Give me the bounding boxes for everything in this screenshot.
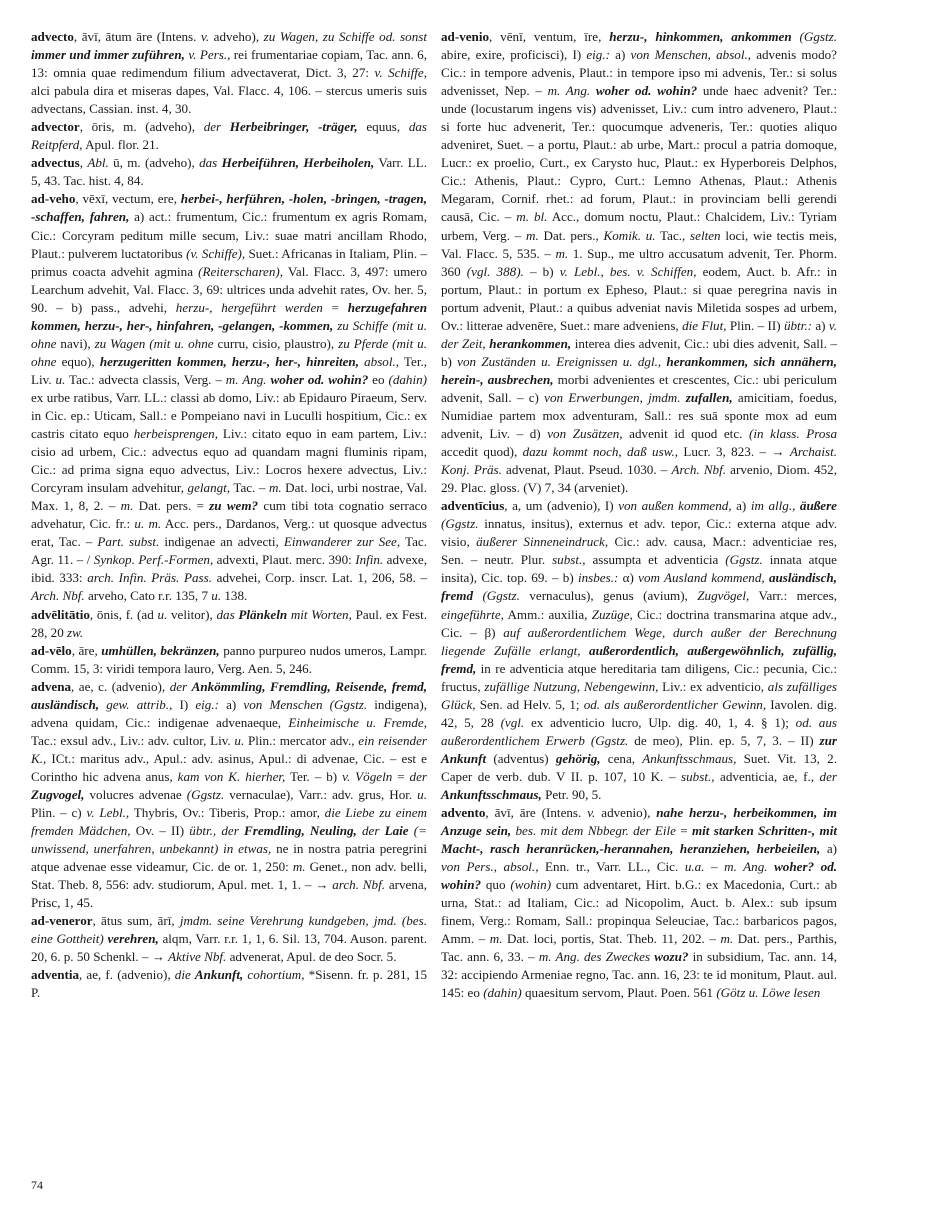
entry-text: Lucr. 3, 823. – → <box>678 444 790 460</box>
entry-headword: ad-veho <box>31 191 76 207</box>
entry-text: eig.: <box>195 696 219 712</box>
entry-text: gew. attrib., <box>106 696 173 712</box>
entry-text: u. <box>157 606 168 622</box>
entry-text: Cic.: adv. causa, Macr.: adventiciae res, Sen. – neutr. Plur. <box>441 534 837 568</box>
entry-text: cum tibi tota cognatio serraco advehatur, Cic. fr.: <box>31 498 428 532</box>
entry-text: übtr.: <box>783 317 812 333</box>
dictionary-entry <box>31 912 427 966</box>
entry-text: a) <box>820 841 838 857</box>
entry-text: = <box>392 768 410 784</box>
entry-text: – b) <box>523 263 560 279</box>
entry-text: Amm.: auxilia, <box>503 606 592 622</box>
entry-text: v. <box>200 29 210 44</box>
entry-text: (Götz u. Löwe lesen <box>716 985 821 1001</box>
entry-text: ne in nostra patria peregrini atque advenae esse videamur, Cic. de or. 1, 250: <box>31 841 427 875</box>
entry-text: cum adventaret, Hirt. b.G.: ex Macedonia, Curt.: ab urna, Stat.: ad Italiam, Cic.: ad Nicopolim, Auct. b. Alex.: sub ipsum finem, Verg.: Romam, Sall.: propinqua Seleuciae, Tac.: barbaricos pagos, Amm. – <box>441 877 837 947</box>
entry-text: innata atque insita), Cic. top. 69. – b) <box>441 552 837 586</box>
entry-headword: advena <box>31 678 72 694</box>
entry-text: immer und immer zuführen, <box>31 47 185 63</box>
entry-text: amicitiam, foedus, Numidiae partem mox adventuram, Sall.: res suā sponte mox ad eum advenit, Liv. – d) <box>441 389 837 442</box>
entry-text: m. <box>526 227 539 243</box>
entry-text: ex adventicio lucro, Ulp. dig. 40, 1, 4. § 1); <box>524 714 796 730</box>
entry-text: v. Lebl., bes. v. Schiffen, <box>559 263 697 279</box>
entry-text: Ankömmling, Fremdling, Reisende, fremd, ausländisch, <box>31 678 427 712</box>
entry-text: arvenio, Diom. 452, 29. Plac. gloss. (V) 7, 34 (arveniet). <box>441 462 837 496</box>
entry-text: der <box>819 768 837 784</box>
dictionary-entry <box>441 28 837 497</box>
entry-text: , āre, <box>71 642 102 658</box>
entry-text: jmdm. seine Verehrung kundgeben, jmd. (bes. eine Gottheit) <box>31 913 427 947</box>
entry-text: I) <box>172 696 196 712</box>
entry-text: woher od. wohin? <box>595 83 698 99</box>
entry-text: zufallen, <box>685 389 733 405</box>
right-column <box>441 28 837 1003</box>
entry-text: Ter. – b) <box>285 768 343 784</box>
dictionary-entry <box>31 118 427 154</box>
entry-text: m. <box>720 931 734 947</box>
entry-text: umhüllen, bekränzen, <box>101 642 220 658</box>
entry-text: m. Ang. des Zweckes <box>538 949 651 965</box>
entry-text: abire, exire, proficisci), I) <box>441 47 587 63</box>
entry-text: od. aus außerordentlichem Erwerb (Ggstz. <box>441 714 837 748</box>
entry-text: advenerat, Apul. de deo Socr. 5. <box>226 949 397 965</box>
entry-text: m. <box>268 480 282 496</box>
entry-text: übtr., der <box>189 823 244 839</box>
entry-text: adventicia, ae, f., <box>714 768 820 784</box>
entry-text: nahe herzu-, herbeikommen, im Anzuge sein, <box>441 805 837 839</box>
entry-text: von Menschen (Ggstz. <box>243 696 368 712</box>
entry-text: v. Lebl., <box>86 805 130 821</box>
entry-text: *Sisenn. fr. p. 281, 15 P. <box>31 967 427 1001</box>
entry-text: ū, m. (adveho), <box>108 155 200 171</box>
entry-text: , ae, f. (advenio), <box>79 967 175 983</box>
entry-text: m. <box>489 931 503 947</box>
entry-text: Aktive Nbf. <box>168 949 227 965</box>
entry-text: zufällige Nutzung, Nebengewinn, <box>484 678 659 694</box>
entry-text: u. m. <box>134 516 162 532</box>
dictionary-entry <box>31 678 427 913</box>
entry-text: equus, <box>357 119 409 135</box>
entry-text: Zuzüge, <box>591 606 633 622</box>
entry-text: zu Wagen, zu Schiffe od. sonst <box>263 29 427 44</box>
entry-text: äußerer Sinneneindruck, <box>476 534 609 550</box>
entry-text: arch. Nbf. <box>332 877 385 893</box>
entry-text: von Pers., absol., <box>441 859 539 875</box>
entry-text: a) act.: frumentum, Cic.: frumentum ex agris Romam, Cic.: Corcyram peditum mille secum, Liv.: suae matri ancillam Rhodo, Plaut.: pulverem luctatoribus <box>31 209 427 261</box>
entry-text: Ankunftsschmaus, <box>642 750 737 766</box>
entry-text: die Liebe zu einem fremden Mädchen, <box>31 805 427 839</box>
entry-text: dazu kommt noch, daß usw., <box>522 444 679 460</box>
entry-text: v. <box>587 805 596 821</box>
entry-text: advenit id quod etc. <box>622 426 750 442</box>
entry-text: volucres advenae <box>84 786 187 802</box>
entry-text: Einheimische u. Fremde, <box>288 714 427 730</box>
entry-text: cena, <box>600 750 643 766</box>
entry-text: Synkop. Perf.-Formen, <box>93 552 214 568</box>
entry-text: zu Schiffe (mit u. ohne <box>31 317 427 351</box>
entry-text: 1. Sup., me ultro accusatum advenit, Ter. Phorm. 360 <box>441 245 837 279</box>
entry-text: Sen. ad Helv. 5, 1; <box>475 696 584 712</box>
entry-text: die Flut, <box>682 317 727 333</box>
entry-text: advenat, Plaut. Pseud. 1030. – <box>501 462 672 478</box>
entry-headword: advectus <box>31 155 80 171</box>
entry-text: , ōris, m. (adveho), <box>79 119 204 135</box>
entry-text: Arch. Nbf. <box>671 462 727 478</box>
entry-text: Tac., <box>655 227 691 243</box>
entry-text: u. <box>211 588 222 604</box>
entry-text: zw. <box>67 624 84 640</box>
entry-text: u. <box>55 371 66 387</box>
entry-text: vernaculus), genus (avium), <box>519 588 698 604</box>
entry-text: herzu-, hergeführt werden <box>175 299 323 315</box>
entry-text: Plin. – II) <box>726 317 784 333</box>
entry-text: cohortium, <box>247 967 305 983</box>
entry-text: der <box>203 119 230 135</box>
entry-text: Plin. – c) <box>31 805 87 821</box>
entry-text: arvena, Prisc, 1, 45. <box>31 877 427 911</box>
entry-text: od. als außerordentlicher Gewinn, <box>583 696 767 712</box>
entry-text: m. <box>292 859 306 875</box>
entry-text: Suet.: Africanas in Italiam, Plin. – primus coacta advehit agmina <box>31 245 427 279</box>
entry-text: von Menschen, absol., <box>630 47 752 63</box>
dictionary-entry <box>31 154 427 190</box>
entry-text: (dahin) <box>388 371 428 387</box>
entry-text: 138. <box>221 588 248 604</box>
entry-text: außerordentlich, außergewöhnlich, zufällig, fremd, <box>441 642 838 676</box>
entry-text: arveho, Cato r.r. 135, 7 <box>84 588 212 604</box>
entry-text: herbeisprengen, <box>133 426 218 442</box>
dictionary-entry <box>31 642 427 678</box>
entry-text: ein reisender K., <box>31 732 427 766</box>
entry-text: gehörig, <box>555 750 601 766</box>
page-number: 74 <box>31 1178 43 1192</box>
entry-text: Laie <box>384 823 409 839</box>
entry-text: Archaist. Konj. Präs. <box>441 444 837 478</box>
entry-text: α) <box>618 570 639 586</box>
entry-text: Iavolen. dig. 42, 5, 28 <box>441 696 838 730</box>
entry-text: a) <box>811 317 829 333</box>
entry-text: a) <box>731 498 751 514</box>
entry-text: Acc. pers., Dardanos, Verg.: ut quosque advectus erat, Tac. – <box>31 516 427 550</box>
dictionary-entry <box>31 606 427 642</box>
entry-text: herzu-, hinkommen, ankommen <box>609 29 792 44</box>
entry-text: bes. mit dem Nbbegr. der Eile <box>515 823 676 839</box>
entry-text: Fremdling, Neuling, <box>243 823 357 839</box>
dictionary-entry <box>441 497 837 804</box>
entry-text: rei frumentariae copiam, Tac. ann. 6, 13: omnia quae redimendum filium advectaverat, Dict. 3, 27: <box>31 47 428 81</box>
entry-text: Abl. <box>87 155 109 171</box>
entry-text: advexti, Plaut. merc. 390: <box>213 552 356 568</box>
entry-text: Plänkeln <box>238 606 288 622</box>
entry-text: Thybris, Ov.: Tiberis, Prop.: amor, <box>129 805 325 821</box>
entry-text: m. <box>555 245 569 261</box>
entry-text: (Ggstz. <box>799 29 838 44</box>
entry-text: (vgl. 388). <box>466 263 524 279</box>
entry-text: eig.: <box>586 47 610 63</box>
entry-text: das <box>216 606 239 622</box>
entry-text: (wohin) <box>510 877 552 893</box>
entry-text: , āvī, āre (Intens. <box>485 805 588 821</box>
entry-text: , <box>79 155 88 171</box>
entry-text: Petr. 90, 5. <box>541 786 602 802</box>
dictionary-entry <box>441 804 837 1003</box>
entry-text: Enn. tr., Varr. LL., Cic. <box>538 859 685 875</box>
entry-text: (Ggstz. <box>186 786 225 802</box>
entry-text: , ōnis, f. (ad <box>89 606 158 622</box>
entry-text: , ātus sum, ārī, <box>92 913 180 929</box>
entry-text: das Reitpferd, <box>31 119 428 153</box>
entry-text: woher od. wohin? <box>270 371 369 387</box>
entry-text: m. bl. <box>516 209 548 225</box>
entry-headword: ad-venio <box>441 29 490 44</box>
entry-text: in re adventicia atque hereditaria tam diligens, Cic.: pecunia, Cic.: fructus, <box>441 660 837 694</box>
entry-text: herankommen, sich annähern, herein-, ausbrechen, <box>441 353 837 387</box>
entry-text: Liv.: ex adventicio, <box>658 678 768 694</box>
entry-text: Zugvögel, <box>697 588 750 604</box>
entry-text: herzugeritten kommen, herzu-, her-, hinreiten, <box>99 353 359 369</box>
entry-text: alci pabula dira et miseras dapes, Val. Flacc. 4, 106. – stercus umeris suis advectans, Cassian. inst. 4, 30. <box>31 83 427 117</box>
entry-text: als zufälliges Glück, <box>441 678 837 712</box>
entry-text: Ankunft, <box>194 967 244 983</box>
entry-headword: ad-veneror <box>31 913 93 929</box>
entry-text: woher? od. wohin? <box>441 859 838 893</box>
entry-text: , a, um (advenio), I) <box>504 498 619 514</box>
entry-text: zur Ankunft <box>441 732 837 766</box>
entry-text: loci, wie tectis meis, Val. Flacc. 5, 535. – <box>441 227 837 261</box>
entry-text: Part. subst. <box>97 534 160 550</box>
entry-text: subst., <box>681 768 715 784</box>
entry-text: kam von K. hierher, <box>177 768 286 784</box>
entry-text: u. <box>417 786 427 802</box>
entry-headword: advēlitātio <box>31 606 90 622</box>
entry-text: auf außerordentlichem Wege, durch außer der Berechnung liegende Zufälle erlangt, <box>441 624 837 658</box>
entry-text: v. Schiffe, <box>374 65 427 81</box>
left-column <box>31 28 427 1003</box>
entry-text: herzugefahren kommen, herzu-, her-, hinfahren, -gelangen, -kommen, <box>31 299 427 333</box>
entry-text: ICt.: maritus adv., Apul.: adv. asinus, Apul.: di advenae, Cic. – est e Corintho hic advena anus, <box>31 750 427 784</box>
entry-text: a) <box>218 696 244 712</box>
entry-headword: adventia <box>31 967 80 983</box>
entry-text: advexe, ibid. 333: <box>31 552 428 586</box>
entry-text: insbes.: <box>577 570 619 586</box>
entry-text: vom Ausland kommend, <box>638 570 769 586</box>
entry-text: (v. Schiffe), <box>186 245 246 261</box>
entry-text: (Ggstz. <box>725 552 763 568</box>
entry-headword: ad-vēlo <box>31 642 72 658</box>
entry-text: Tac. Agr. 11. – / <box>31 534 427 568</box>
entry-text: der <box>362 823 385 839</box>
entry-text: alqm, Varr. r.r. 1, 1, 6. Sil. 13, 704. Auson. parent. 20, 6. p. 50 Schenkl. – → <box>31 931 427 965</box>
entry-text: assumpta et adventicia <box>585 552 726 568</box>
entry-text: m. <box>120 498 134 514</box>
entry-text: m. Ang. <box>724 859 768 875</box>
entry-text: im allg., <box>750 498 800 514</box>
entry-text: adveho), <box>209 29 264 44</box>
entry-text: Zugvogel, <box>31 786 85 802</box>
entry-text: mit starken Schritten-, mit Macht-, rasch heranrücken,-herannahen, heranziehen, herbeieilen, <box>441 823 837 857</box>
dictionary-entry <box>31 190 427 605</box>
entry-headword: advector <box>31 119 80 135</box>
entry-text: Apul. flor. 21. <box>82 137 159 153</box>
entry-text <box>792 29 800 44</box>
entry-text: – <box>704 859 725 875</box>
entry-text: von außen kommend, <box>618 498 732 514</box>
entry-text: zu wem? <box>209 498 259 514</box>
entry-text: v. der Zeit, <box>441 317 837 351</box>
dictionary-entry <box>31 966 427 1002</box>
entry-text: wozu? <box>654 949 689 965</box>
entry-text: Suet. Vit. 13, 2. Caper de verb. dub. V II. p. 107, 10 K. – <box>441 750 837 784</box>
entry-text: Plin.: mercator adv., <box>244 732 359 748</box>
entry-text: Tac.: exsul adv., Liv.: adv. cultor, Liv. <box>31 732 235 748</box>
entry-text: = <box>322 299 348 315</box>
entry-text: (adventus) <box>486 750 556 766</box>
entry-text: arch. Infin. Präs. Pass. <box>87 570 212 586</box>
entry-text: , ae, c. (advenio), <box>71 678 170 694</box>
entry-text: advehei, Corp. inscr. Lat. 1, 206, 58. – <box>211 570 427 586</box>
entry-text: herankommen, <box>489 335 572 351</box>
entry-text: v. Pers., <box>188 47 231 63</box>
entry-headword: adventīcius <box>441 498 505 514</box>
entry-text: mit Worten, <box>290 606 352 622</box>
entry-text: Ankunftsschmaus, <box>441 786 542 802</box>
entry-text: der <box>169 678 192 694</box>
entry-text: Liv.: citato equo in eam partem, Liv.: cisio ad urbem, Cic.: advectus equo ad quandam magni fluminis ripam, Cic.: ad prima signa equo advectus, Liv.: Locros hexere advectus, Liv.: Corcyram insulam advehitur, <box>31 426 428 496</box>
entry-text: navi), <box>56 335 95 351</box>
entry-text: von Erwerbungen, jmdm. <box>544 389 686 405</box>
entry-text: ex urbe ratibus, Varr. LL.: classi ab domo, Liv.: ab Epidauro Piraeum, Serv. in Cic. ep.: Uticam, Sall.: e Pompeiano navi in Luculli hospitium, Cic.: ex castris citato equo <box>31 389 427 442</box>
entry-text: Val. Flacc. 3, 497: umero Learchum advehit, Val. Flacc. 3, 69: ultrices unda advehit rates, Ov. her. 5, 90. – b) pass., advehi, <box>31 263 427 315</box>
entry-text: Tac.: advecta classis, Verg. – <box>65 371 226 387</box>
entry-text: (Ggstz. <box>441 516 479 532</box>
entry-text: Paul. ex Fest. 28, 20 <box>31 606 427 640</box>
entry-text: verehren, <box>107 931 159 947</box>
entry-text: das <box>199 155 222 171</box>
entry-text: subst., <box>552 552 586 568</box>
entry-text: velitor), <box>167 606 217 622</box>
entry-text: (Reiterscharen), <box>198 263 284 279</box>
entry-text: quo <box>481 877 511 893</box>
entry-text: m. Ang. <box>225 371 267 387</box>
entry-text: (dahin) <box>483 985 522 1001</box>
entry-text: u.a. <box>684 859 705 875</box>
entry-text: Tac. – <box>230 480 269 496</box>
entry-text: , vēnī, ventum, īre, <box>489 29 610 44</box>
entry-text: morbi advenientes et crescentes, Cic.: ubi periculum advenit, Sall. – c) <box>441 371 837 405</box>
entry-text: von Zuständen u. Ereignissen u. dgl., <box>457 353 667 369</box>
entry-text: herbei-, herführen, -holen, -bringen, -tragen, -schaffen, fahren, <box>31 191 427 225</box>
entry-text: eodem, Auct. b. Afr.: in portum, Plaut.: in portum ex Epheso, Plaut.: si quae peregrina navis in portum advenit, Plaut.: a quibus adveniat navis Miletida sospes ad urbem, Ov.: litterae advenēre, Suet.: mare adveniens, <box>441 263 837 333</box>
entry-text: in subsidium, Tac. ann. 14, 32: accipiendo Armeniae regno, Tac. ann. 16, 23: te id monitum, Plaut. aul. 145: eo <box>441 949 837 1001</box>
entry-text: Dat. loci, portis, Stat. Theb. 11, 202. – <box>502 931 721 947</box>
entry-text: equo), <box>56 353 100 369</box>
entry-text: indigenae an advecti, <box>159 534 284 550</box>
entry-text: zu Pferde (mit u. ohne <box>31 335 427 369</box>
entry-text: Herbeibringer, -träger, <box>229 119 358 135</box>
entry-text: gelangt, <box>187 480 231 496</box>
entry-text: (= unwissend, unerfahren, unbekannt) in etwas, <box>31 823 427 857</box>
entry-text: (Ggstz. <box>482 588 520 604</box>
entry-text: Einwanderer zur See, <box>283 534 401 550</box>
entry-text: Dat. loci, urbi nostrae, Val. Max. 1, 8, 2. – <box>31 480 427 514</box>
entry-text: Dat. pers., Parthis, Tac. ann. 6, 33. – <box>441 931 837 965</box>
entry-text: m. Ang. <box>547 83 591 99</box>
entry-text: (in klass. Prosa <box>749 426 838 442</box>
entry-text: indigena), advena quidam, Cic.: indigenae advenaeque, <box>31 696 427 730</box>
entry-text: Dat. pers. = <box>133 498 210 514</box>
entry-text: vernaculae), Varr.: adv. grus, Hor. <box>224 786 418 802</box>
entry-text: der <box>409 768 427 784</box>
entry-text: v. Vögeln <box>342 768 393 784</box>
entry-text: Dat. pers., <box>538 227 604 243</box>
entry-text: quaesitum servom, Plaut. Poen. 561 <box>521 985 717 1001</box>
entry-text: innatus, insitus), externus et adv. tepor, Cic.: externa atque adv. visio, <box>441 516 837 550</box>
entry-text: Komik. u. <box>603 227 656 243</box>
entry-text: Genet., non adv. belli, Stat. Theb. 8, 556: adv. studiorum, Apul. met. 1, 1. – → <box>31 859 427 893</box>
entry-text: Infin. <box>355 552 384 568</box>
entry-text: von Zusätzen, <box>547 426 623 442</box>
entry-text: u. <box>234 732 245 748</box>
entry-text: , vēxī, vectum, ere, <box>75 191 181 207</box>
entry-text: Herbeiführen, Herbeiholen, <box>221 155 375 171</box>
entry-text: panno purpureo nudos umeros, Lampr. Comm. 15, 3: viridi tempora lauro, Verg. Aen. 5, 246. <box>31 642 427 676</box>
entry-text: absol., <box>364 353 400 369</box>
entry-headword: advecto <box>31 29 74 44</box>
entry-text: Ov. – II) <box>130 823 190 839</box>
entry-text: Cic.: doctrina transmarina atque adv., Cic. – β) <box>441 606 837 640</box>
entry-text: advenio), <box>595 805 657 821</box>
entry-text: = <box>675 823 692 839</box>
entry-text: selten <box>690 227 721 243</box>
entry-text: a) <box>610 47 631 63</box>
entry-text: Arch. Nbf. <box>31 588 85 604</box>
entry-text: , āvī, ātum āre (Intens. <box>73 29 201 44</box>
entry-text: de meo), Plin. ep. 5, 7, 3. – II) <box>628 732 820 748</box>
entry-text: Varr. LL. 5, 43. Tac. hist. 4, 84. <box>31 155 428 189</box>
entry-text: (vgl. <box>500 714 525 730</box>
entry-text: eo <box>368 371 389 387</box>
entry-text: eingeführte, <box>441 606 504 622</box>
entry-text: die <box>174 967 195 983</box>
entry-text: Ter., Liv. <box>31 353 428 387</box>
entry-text: advenis modo? Cic.: in tempore advenis, Plaut.: in tempore ipso mi advenis, Ter.: si solus advenisset, Nep. – <box>441 47 837 99</box>
entry-text: unde haec advenit? Ter.: unde (locustarum ingens vis) advenisset, Liv.: cum intro advenero, Plaut.: si forte huc advenerit, Ter.: quocumque adveneris, Ter.: quoties aliquo adveniret, Suet. – a portu, Plaut.: ab urbe, Mart.: procul a patria domoque, Lucr.: ex proelio, Curt., ex Carysto huc, Plaut.: ex Hyperboreis Delphos, Cic.: Athenis, Plaut.: Cypro, Curt.: Lemno Athenas, Plaut.: Athenis Megaram, Cornif. rhet.: ad forum, Plaut.: in provinciam belli gerendi causā, Cic. – <box>441 83 837 225</box>
entry-text: äußere <box>799 498 837 514</box>
entry-text: Varr.: merces, <box>749 588 837 604</box>
entry-text: interea dies advenit, Cic.: ubi dies advenit, Sall. – b) <box>441 335 837 369</box>
dictionary-entry <box>31 28 427 118</box>
entry-headword: advento <box>441 805 486 821</box>
entry-text: accedit quod), <box>441 444 523 460</box>
entry-text: zu Wagen (mit u. ohne <box>94 335 214 351</box>
entry-text: Acc., domum noctu, Plaut.: Chalcidem, Liv.: Tyriam urbem, Verg. – <box>441 209 837 243</box>
entry-text: curru, cisio, plaustro), <box>213 335 339 351</box>
entry-text: ausländisch, fremd <box>441 570 837 604</box>
